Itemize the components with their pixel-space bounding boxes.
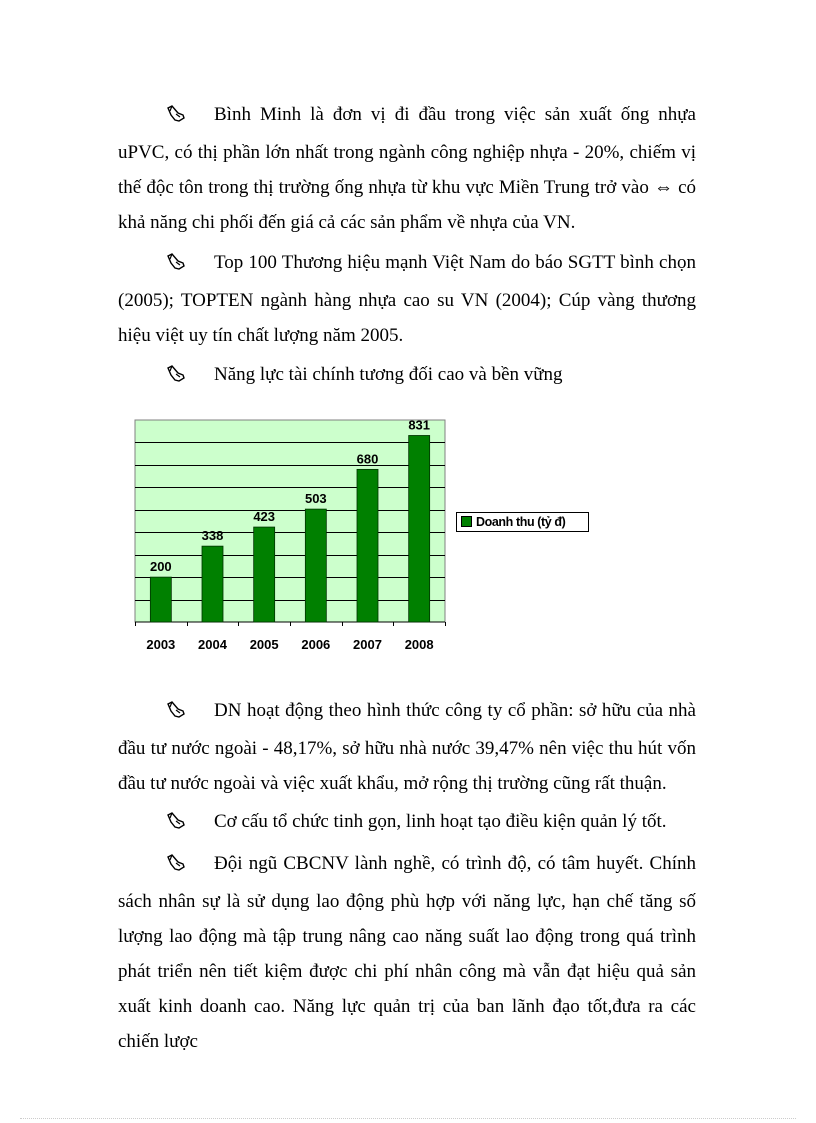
bar-2008 [409, 435, 430, 622]
data-label-2005: 423 [253, 509, 276, 525]
hand-pointer-icon [166, 100, 188, 135]
bar-2006 [305, 509, 326, 622]
x-tick-label-2005: 2005 [249, 637, 279, 652]
paragraph-4 [118, 693, 696, 801]
bar-2005 [254, 527, 275, 622]
paragraph-4-text: DN hoạt động theo hình thức công ty cổ phần: sở hữu của nhà đầu tư nước ngoài - 48,17%, sở hữu nhà nước 39,47% nên việc thu hút vốn đầu tư nước ngoài và việc xuất khẩu, mở rộng thị trường cũng rất thuận. [118, 700, 696, 794]
chart-legend [456, 512, 589, 532]
paragraph-3 [118, 357, 696, 395]
hand-pointer-icon [166, 360, 188, 395]
hand-pointer-icon [166, 696, 188, 731]
legend-label: Doanh thu (tỷ đ) [476, 515, 566, 529]
hand-pointer-icon [166, 248, 188, 283]
revenue-bar-chart [125, 412, 455, 662]
x-tick-label-2006: 2006 [301, 637, 331, 652]
hand-pointer-icon [166, 849, 188, 884]
bar-2004 [202, 546, 223, 622]
bar-2007 [357, 469, 378, 622]
data-label-2007: 680 [356, 451, 379, 467]
paragraph-2 [118, 245, 696, 353]
paragraph-5 [118, 804, 696, 842]
x-tick-label-2004: 2004 [198, 637, 227, 652]
paragraph-1-text: Bình Minh là đơn vị đi đầu trong việc sản xuất ống nhựa uPVC, có thị phần lớn nhất trong ngành công nghiệp nhựa - 20%, chiếm vị thế độc tôn trong thị trường ống nhựa từ khu vực Miền Trung trở vào ⇔ có khả năng chi phối đến giá cả các sản phẩm về nhựa của VN. [118, 104, 696, 233]
legend-swatch [461, 516, 472, 527]
data-label-2006: 503 [304, 491, 327, 507]
data-label-2003: 200 [149, 559, 172, 575]
data-label-2004: 338 [201, 528, 224, 544]
x-tick-label-2007: 2007 [353, 637, 382, 652]
data-label-2008: 831 [408, 417, 431, 433]
page-bottom-rule [20, 1118, 796, 1119]
paragraph-1 [118, 97, 696, 240]
paragraph-6-text: Đội ngũ CBCNV lành nghề, có trình độ, có tâm huyết. Chính sách nhân sự là sử dụng lao động phù hợp với năng lực, hạn chế tăng số lượng lao động mà tập trung nâng cao năng suất lao động trong quá trình phát triển nên tiết kiệm được chi phí nhân công mà vẫn đạt hiệu quả sản xuất kinh doanh cao. Năng lực quản trị của ban lãnh đạo tốt,đưa ra các chiến lược [118, 853, 696, 1052]
paragraph-3-text: Năng lực tài chính tương đối cao và bền vững [214, 364, 563, 385]
bar-2003 [150, 577, 171, 622]
paragraph-2-text: Top 100 Thương hiệu mạnh Việt Nam do báo SGTT bình chọn (2005); TOPTEN ngành hàng nhựa cao su VN (2004); Cúp vàng thương hiệu việt uy tín chất lượng năm 2005. [118, 252, 696, 346]
paragraph-5-text: Cơ cấu tổ chức tinh gọn, linh hoạt tạo điều kiện quản lý tốt. [214, 811, 667, 832]
x-tick-label-2008: 2008 [404, 637, 434, 652]
plot-area [135, 420, 445, 622]
paragraph-6 [118, 846, 696, 1059]
hand-pointer-icon [166, 807, 188, 842]
x-tick-label-2003: 2003 [146, 637, 176, 652]
